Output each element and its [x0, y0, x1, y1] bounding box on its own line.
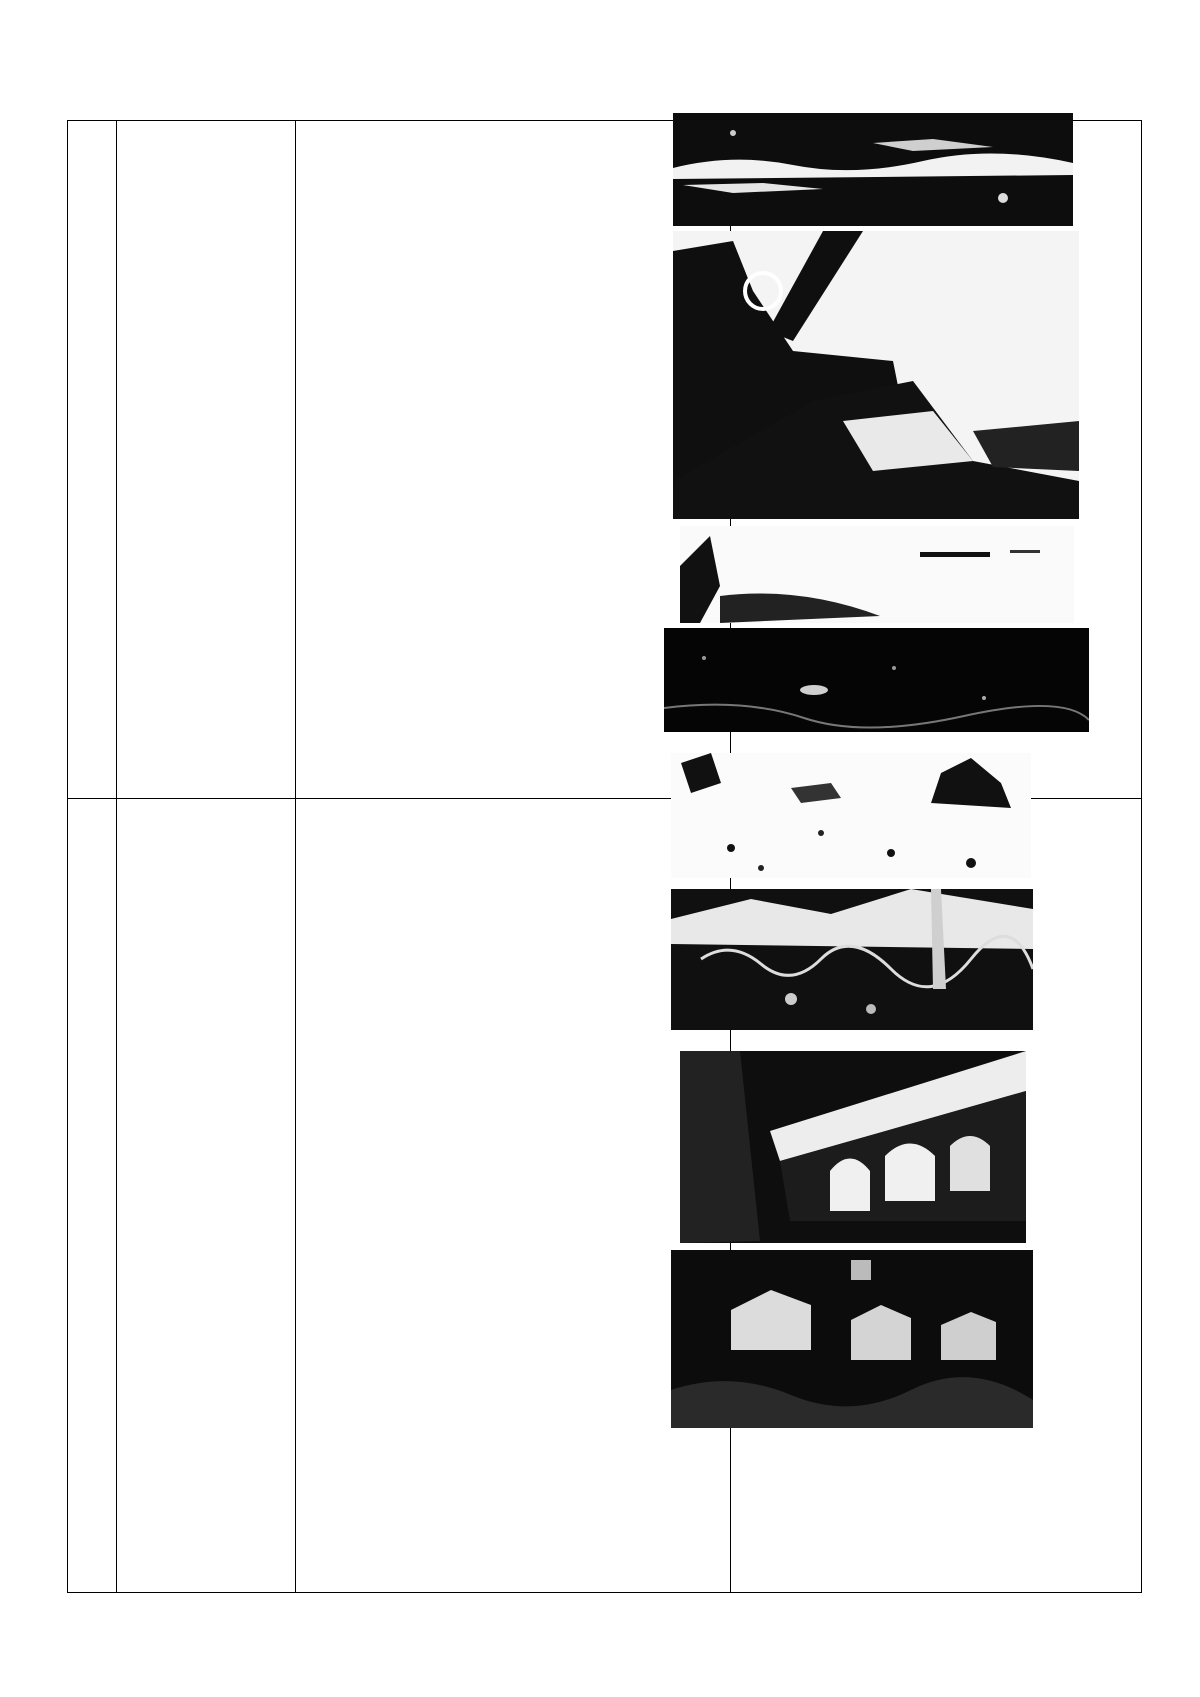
photo-foundation — [671, 753, 1031, 878]
column-divider — [116, 121, 117, 1592]
photo-rocks-dark — [664, 628, 1089, 732]
photo-shore — [680, 526, 1074, 623]
photo-brick-walls — [671, 1250, 1033, 1428]
photo-pier — [673, 113, 1073, 226]
column-divider — [295, 121, 296, 1592]
document-table — [67, 120, 1142, 1593]
photo-casemate-arches — [680, 1051, 1026, 1243]
photo-escarp — [671, 889, 1033, 1030]
photo-crane — [673, 231, 1079, 519]
